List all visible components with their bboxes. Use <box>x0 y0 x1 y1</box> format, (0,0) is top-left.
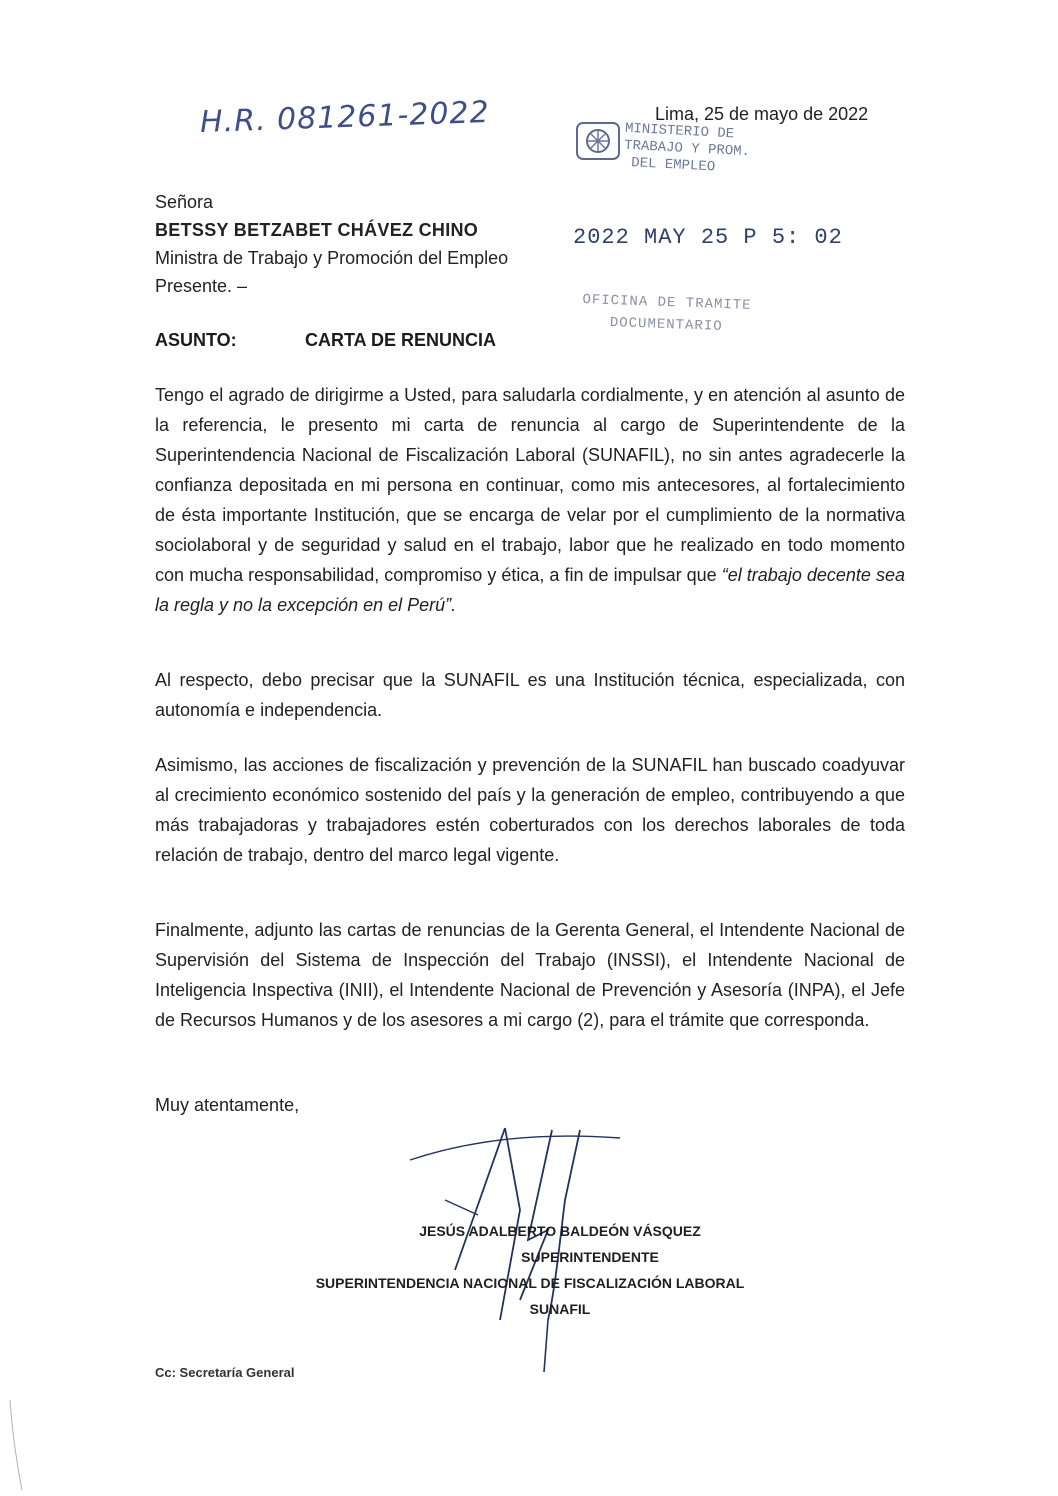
subject-label: ASUNTO: <box>155 330 237 350</box>
closing: Muy atentamente, <box>155 1095 300 1115</box>
signatory-organization: SUPERINTENDENCIA NACIONAL DE FISCALIZACIÓN LABORAL <box>315 1275 745 1291</box>
body-paragraph-4: Finalmente, adjunto las cartas de renuncias de la Gerenta General, el Intendente Nacional de Supervisión del Sistema de Inspección del Trabajo (INSSI), el Intendente Nacional de Inteligencia Inspectiva (INII), el Intendente Nacional de Prevención y Asesoría (INPA), el Jefe de Recursos Humanos y de los asesores a mi cargo (2), para el trámite que corresponda. <box>155 920 905 1030</box>
signature-block <box>280 1218 780 1322</box>
office-stamp-line: DOCUMENTARIO <box>609 315 723 335</box>
signatory-acronym: SUNAFIL <box>529 1301 591 1317</box>
signatory-name: JESÚS ADALBERTO BALDEÓN VÁSQUEZ <box>419 1223 701 1239</box>
signatory-title: SUPERINTENDENTE <box>521 1249 659 1265</box>
date-line: Lima, 25 de mayo de 2022 <box>655 104 869 124</box>
ministry-stamp <box>623 121 752 179</box>
addressee-name: BETSSY BETZABET CHÁVEZ CHINO <box>155 220 479 240</box>
body-paragraph-1-quote: “el trabajo decente sea la regla y no la excepción en el Perú”. <box>155 565 905 615</box>
addressee-presente: Presente. – <box>155 276 248 296</box>
ministry-stamp-line: MINISTERIO DE <box>624 120 735 143</box>
handwritten-reference: H.R. 081261-2022 <box>199 94 491 141</box>
subject-value: CARTA DE RENUNCIA <box>305 330 496 350</box>
cc-line: Cc: Secretaría General <box>155 1365 295 1380</box>
body-paragraph-3: Asimismo, las acciones de fiscalización y prevención de la SUNAFIL han buscado coadyuvar al crecimiento económico sostenido del país y la generación de empleo, contribuyendo a que más trabajadoras y trabajadores estén coberturados con los derechos laborales de toda relación de trabajo, dentro del marco legal vigente. <box>155 755 905 865</box>
ministry-seal-icon <box>574 118 622 169</box>
received-time-stamp: 2022 MAY 25 P 5: 02 <box>573 225 843 250</box>
office-stamp-line: OFICINA DE TRAMITE <box>582 292 752 314</box>
addressee-salutation: Señora <box>155 192 214 212</box>
office-stamp <box>581 289 752 339</box>
body-paragraph-2: Al respecto, debo precisar que la SUNAFIL es una Institución técnica, especializada, con autonomía e independencia. <box>155 670 905 720</box>
ministry-stamp-line: DEL EMPLEO <box>630 155 716 176</box>
body-paragraph-1 <box>155 380 905 620</box>
body-paragraph-1-text: Tengo el agrado de dirigirme a Usted, para saludarla cordialmente, y en atención al asunto de la referencia, le presento mi carta de renuncia al cargo de Superintendente de la Superintendencia Nacional de Fiscalización Laboral (SUNAFIL), no sin antes agradecerle la confianza depositada en mi persona en continuar, como mis antecesores, al fortalecimiento de ésta importante Institución, que se encarga de velar por el cumplimiento de la normativa sociolaboral y de seguridad y salud en el trabajo, labor que he realizado en todo momento con mucha responsabilidad, compromiso y ética, a fin de impulsar que <box>155 385 905 585</box>
ministry-stamp-line: TRABAJO Y PROM. <box>623 137 751 161</box>
addressee-position: Ministra de Trabajo y Promoción del Empleo <box>155 248 509 268</box>
